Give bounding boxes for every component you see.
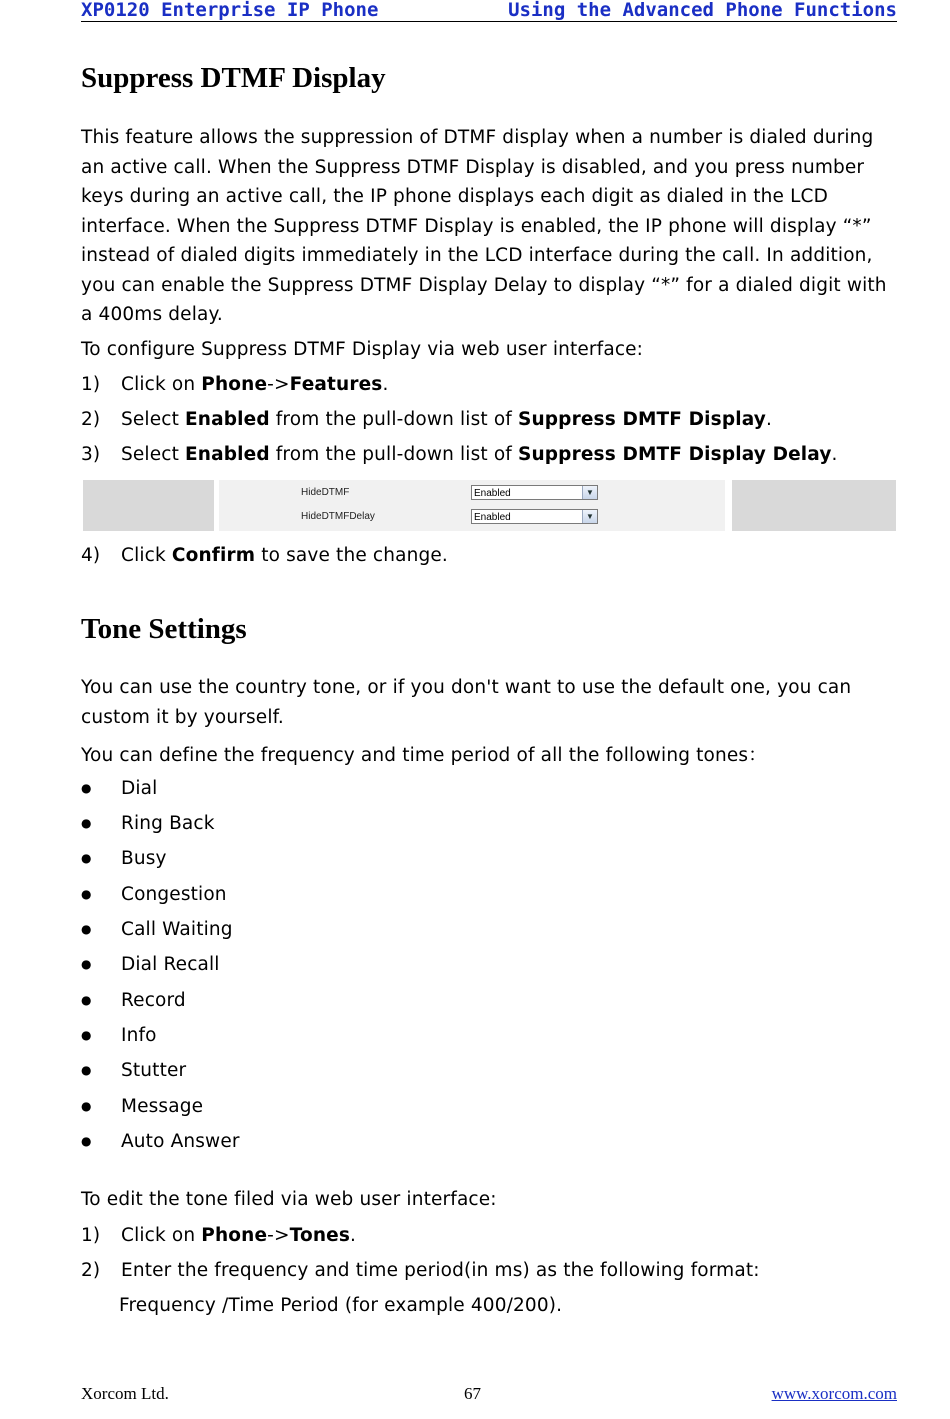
tone-list-item: ● Stutter bbox=[81, 1060, 187, 1081]
bullet-icon: ● bbox=[81, 993, 92, 1007]
header-product: XP0120 Enterprise IP Phone bbox=[81, 0, 379, 21]
dtmf-step-2: 2) Select Enabled from the pull-down list of Suppress DMTF Display. bbox=[81, 409, 773, 430]
tone-list-item: ● Message bbox=[81, 1096, 204, 1117]
dtmf-step-4: 4) Click Confirm to save the change. bbox=[81, 545, 448, 566]
tone-list-item: ● Busy bbox=[81, 848, 167, 869]
dtmf-step-1: 1) Click on Phone->Features. bbox=[81, 374, 389, 395]
bullet-icon: ● bbox=[81, 1063, 92, 1077]
tone-list-item: ● Congestion bbox=[81, 884, 227, 905]
tone-list-item: ● Record bbox=[81, 990, 186, 1011]
tone-list-item: ● Ring Back bbox=[81, 813, 215, 834]
dtmf-configure-text: To configure Suppress DTMF Display via web user interface: bbox=[81, 339, 644, 360]
bullet-icon: ● bbox=[81, 851, 92, 865]
hidedtmf-select[interactable]: Enabled ▼ bbox=[471, 485, 598, 500]
web-ui-screenshot bbox=[81, 480, 896, 531]
chevron-down-icon[interactable]: ▼ bbox=[582, 510, 597, 523]
tone-intro-paragraph: You can use the country tone, or if you don't want to use the default one, you can custom it by yourself. bbox=[81, 677, 852, 728]
bullet-icon: ● bbox=[81, 957, 92, 971]
footer-page-number: 67 bbox=[464, 1384, 481, 1403]
tone-step-2: 2) Enter the frequency and time period(in ms) as the following format: bbox=[81, 1260, 760, 1281]
tone-define-text: You can define the frequency and time period of all the following tones： bbox=[81, 745, 767, 766]
screenshot-right-panel bbox=[732, 480, 896, 531]
bullet-icon: ● bbox=[81, 1028, 92, 1042]
page-header bbox=[81, 0, 897, 22]
header-chapter: Using the Advanced Phone Functions bbox=[508, 0, 897, 21]
bullet-icon: ● bbox=[81, 1134, 92, 1148]
footer-company: Xorcom Ltd. bbox=[81, 1384, 169, 1403]
tone-step-1: 1) Click on Phone->Tones. bbox=[81, 1225, 357, 1246]
tone-list-item: ● Auto Answer bbox=[81, 1131, 240, 1152]
dtmf-intro-paragraph: This feature allows the suppression of DTMF display when a number is dialed during an active call. When the Suppress DTMF Display is disabled, and you press number keys during an active call, the IP phone displays each digit as dialed in the LCD interface. When the Suppress DTMF Display is enabled, the IP phone will display “*” instead of dialed digits immediately in the LCD interface during the call. In addition, you can enable the Suppress DTMF Display Delay to display “*” for a dialed digit with a 400ms delay. bbox=[81, 127, 887, 325]
tone-list-item: ● Call Waiting bbox=[81, 919, 233, 940]
footer-website-link[interactable]: www.xorcom.com bbox=[771, 1384, 897, 1403]
dtmf-step-3: 3) Select Enabled from the pull-down list of Suppress DMTF Display Delay. bbox=[81, 444, 838, 465]
section-title-dtmf: Suppress DTMF Display bbox=[81, 62, 386, 94]
bullet-icon: ● bbox=[81, 781, 92, 795]
tone-edit-text: To edit the tone filed via web user interface: bbox=[81, 1189, 497, 1210]
bullet-icon: ● bbox=[81, 887, 92, 901]
section-title-tone: Tone Settings bbox=[81, 613, 247, 645]
hidedtmfdelay-select[interactable]: Enabled ▼ bbox=[471, 509, 598, 524]
screenshot-left-panel bbox=[83, 480, 214, 531]
tone-format-text: Frequency /Time Period (for example 400/200). bbox=[119, 1295, 563, 1316]
bullet-icon: ● bbox=[81, 1099, 92, 1113]
hidedtmfdelay-label: HideDTMFDelay bbox=[301, 511, 375, 522]
tone-list-item: ● Info bbox=[81, 1025, 157, 1046]
chevron-down-icon[interactable]: ▼ bbox=[582, 486, 597, 499]
bullet-icon: ● bbox=[81, 922, 92, 936]
hidedtmf-label: HideDTMF bbox=[301, 487, 350, 498]
tone-list-item: ● Dial Recall bbox=[81, 954, 220, 975]
tone-list-item: ● Dial bbox=[81, 778, 158, 799]
bullet-icon: ● bbox=[81, 816, 92, 830]
